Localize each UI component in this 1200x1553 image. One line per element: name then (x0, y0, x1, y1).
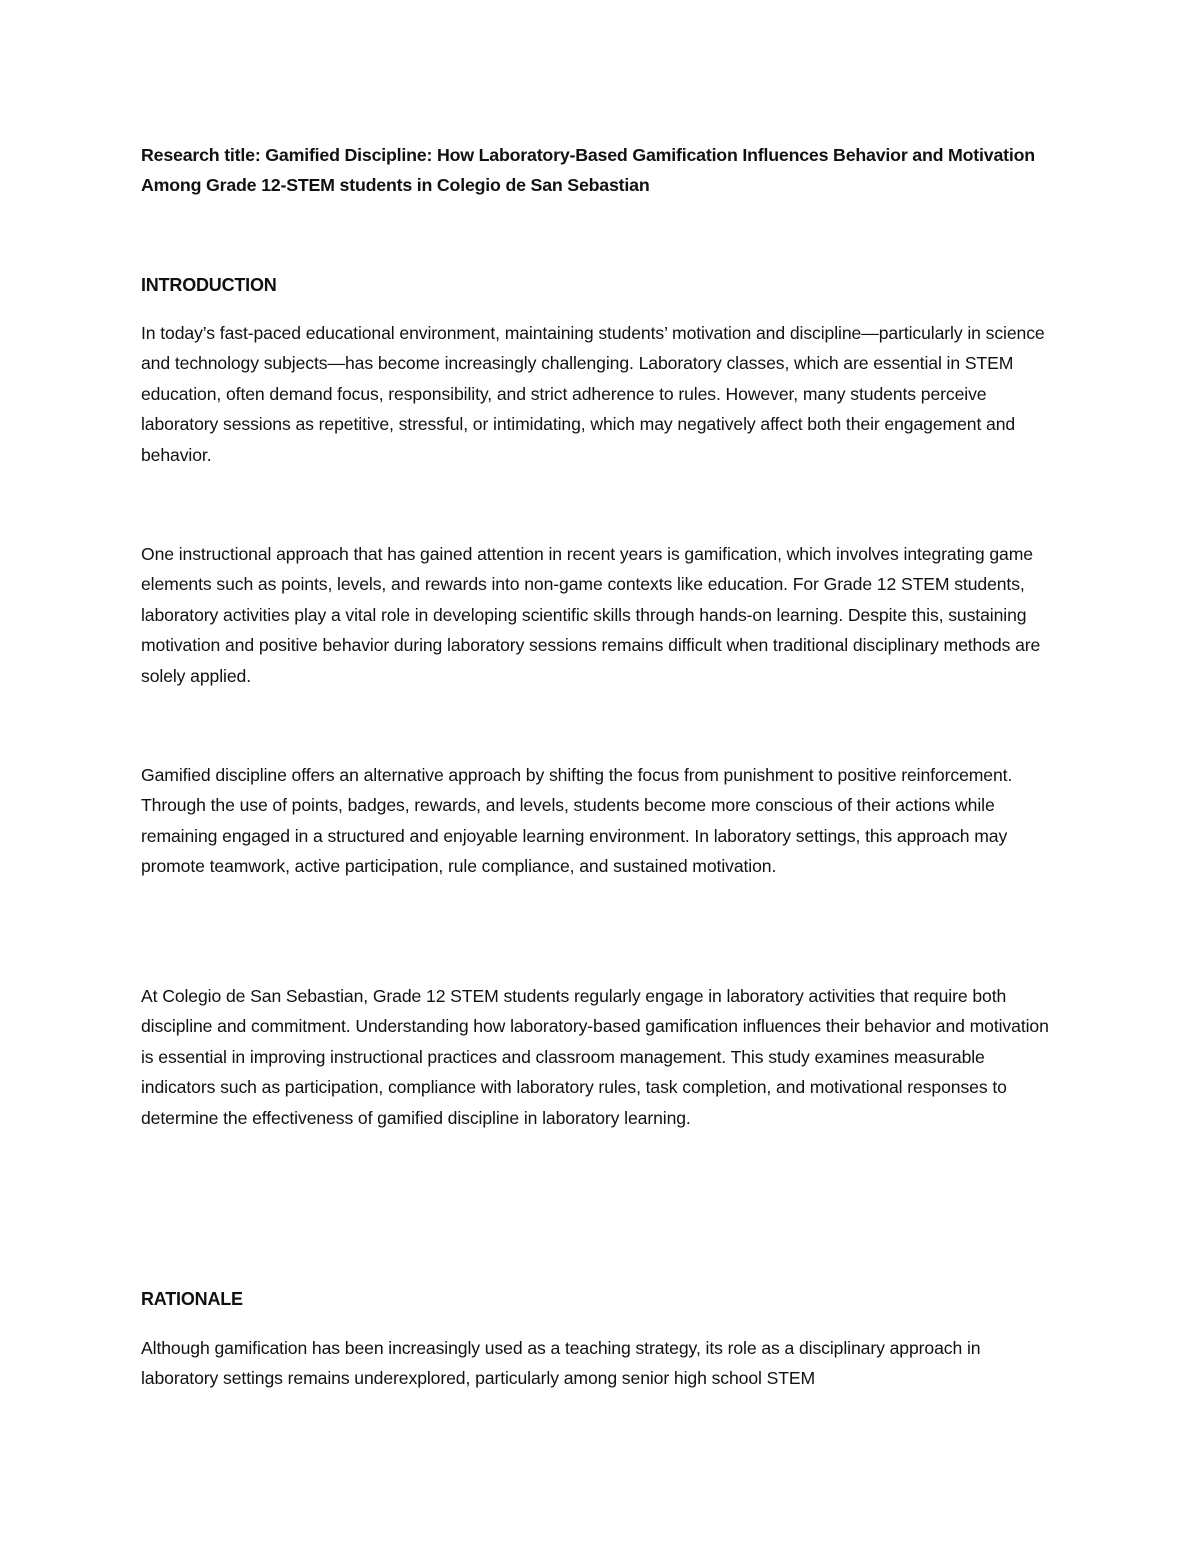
introduction-paragraph: In today’s fast-paced educational environment, maintaining students’ motivation and discipline—particularly in science and technology subjects—has become increasingly challenging. Laboratory classes, which are essential in STEM education, often demand focus, responsibility, and strict adherence to rules. However, many students perceive laboratory sessions as repetitive, stressful, or intimidating, which may negatively affect both their engagement and behavior. (141, 323, 1045, 465)
introduction-heading: INTRODUCTION (141, 275, 277, 295)
introduction-paragraph: Gamified discipline offers an alternative approach by shifting the focus from punishment to positive reinforcement. Through the use of points, badges, rewards, and levels, students become more conscious of their actions while remaining engaged in a structured and enjoyable learning environment. In laboratory settings, this approach may promote teamwork, active participation, rule compliance, and sustained motivation. (141, 765, 1013, 877)
introduction-paragraph: At Colegio de San Sebastian, Grade 12 STEM students regularly engage in laboratory activities that require both discipline and commitment. Understanding how laboratory-based gamification influences their behavior and motivation is essential in improving instructional practices and classroom management. This study examines measurable indicators such as participation, compliance with laboratory rules, task completion, and motivational responses to determine the effectiveness of gamified discipline in laboratory learning. (141, 986, 1049, 1128)
rationale-heading: RATIONALE (141, 1289, 243, 1309)
introduction-paragraph: One instructional approach that has gained attention in recent years is gamification, which involves integrating game elements such as points, levels, and rewards into non-game contexts like education. For Grade 12 STEM students, laboratory activities play a vital role in developing scientific skills through hands-on learning. Despite this, sustaining motivation and positive behavior during laboratory sessions remains difficult when traditional disciplinary methods are solely applied. (141, 544, 1041, 686)
research-title: Research title: Gamified Discipline: How Laboratory-Based Gamification Influences Behavior and Motivation Among Grade 12-STEM students in Colegio de San Sebastian (141, 145, 1035, 195)
rationale-paragraph: Although gamification has been increasingly used as a teaching strategy, its role as a disciplinary approach in laboratory settings remains underexplored, particularly among senior high school STEM (141, 1338, 981, 1389)
